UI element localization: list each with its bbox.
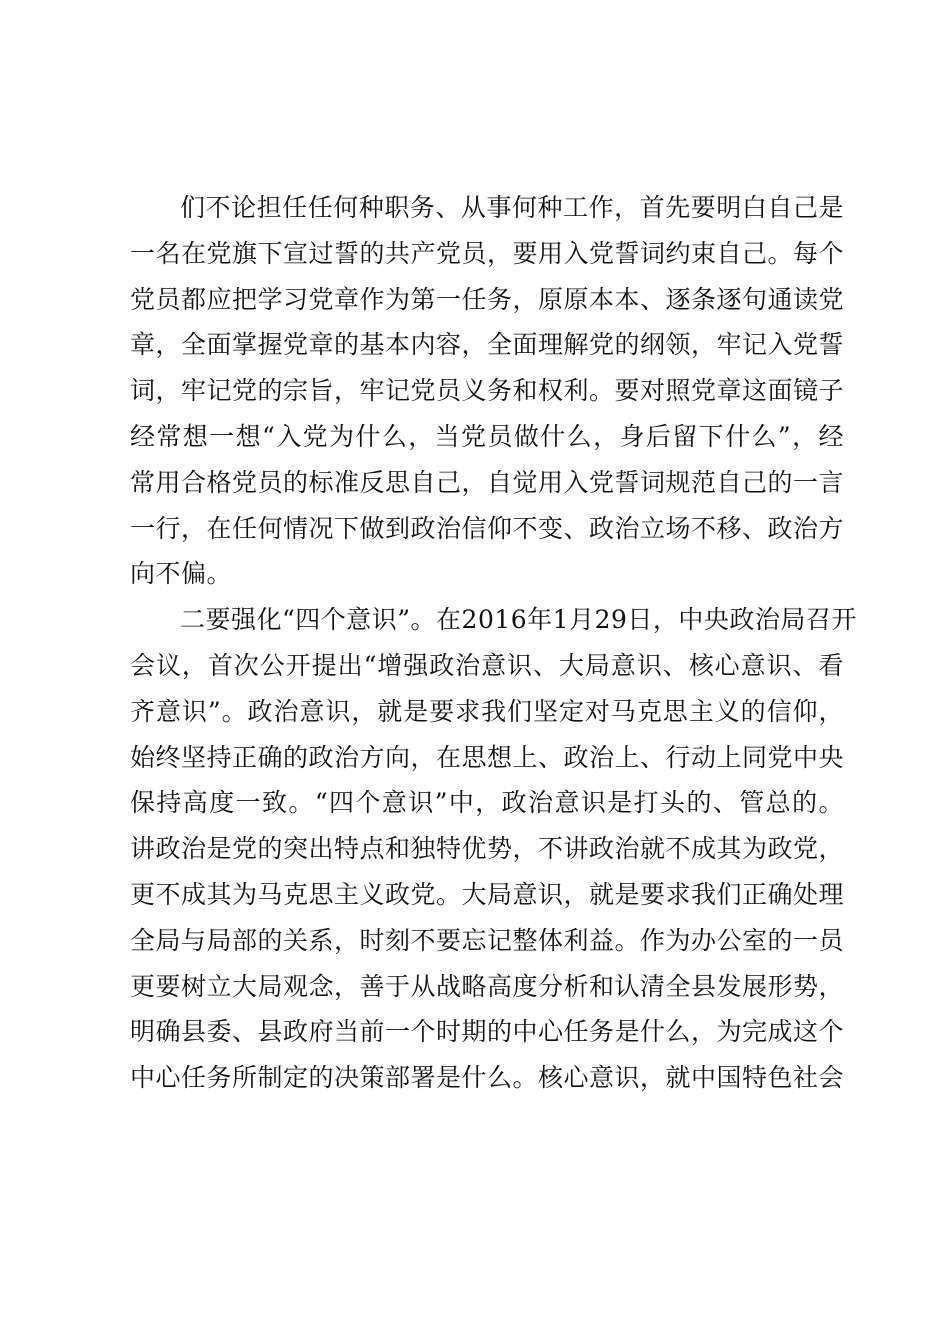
text-line: 二要强化“四个意识”。在2016年1月29日，中央政治局召开	[180, 605, 857, 635]
text-line: 更不成其为马克思主义政党。大局意识，就是要求我们正确处理	[130, 879, 845, 909]
text-line: 向不偏。	[130, 559, 233, 589]
text-line: 全局与局部的关系，时刻不要忘记整体利益。作为办公室的一员	[130, 925, 845, 955]
text-line: 明确县委、县政府当前一个时期的中心任务是什么，为完成这个	[130, 1017, 845, 1047]
text-line: 讲政治是党的突出特点和独特优势，不讲政治就不成其为政党，	[130, 834, 845, 864]
text-line: 常用合格党员的标准反思自己，自觉用入党誓词规范自己的一言	[130, 467, 845, 497]
text-line: 经常想一想“入党为什么，当党员做什么，身后留下什么”，经	[130, 421, 844, 451]
text-line: 会议，首次公开提出“增强政治意识、大局意识、核心意识、看	[130, 650, 844, 680]
text-line: 齐意识”。政治意识，就是要求我们坚定对马克思主义的信仰，	[130, 696, 844, 726]
text-line: 词，牢记党的宗旨，牢记党员义务和权利。要对照党章这面镜子	[130, 376, 845, 406]
text-line: 始终坚持正确的政治方向，在思想上、政治上、行动上同党中央	[130, 742, 845, 772]
paragraph-1	[130, 185, 844, 597]
text-line: 更要树立大局观念，善于从战略高度分析和认清全县发展形势，	[130, 971, 845, 1001]
text-line: 章，全面掌握党章的基本内容，全面理解党的纲领，牢记入党誓	[130, 330, 845, 360]
text-line: 党员都应把学习党章作为第一任务，原原本本、逐条逐句通读党	[130, 284, 845, 314]
text-line: 保持高度一致。“四个意识”中，政治意识是打头的、管总的。	[130, 788, 844, 818]
text-line: 们不论担任任何种职务、从事何种工作，首先要明白自己是	[180, 193, 844, 222]
paragraph-2	[130, 597, 857, 1101]
text-line: 一行，在任何情况下做到政治信仰不变、政治立场不移、政治方	[130, 513, 845, 543]
text-line: 中心任务所制定的决策部署是什么。核心意识，就中国特色社会	[130, 1063, 845, 1093]
body-text	[130, 185, 857, 1101]
text-line: 一名在党旗下宣过誓的共产党员，要用入党誓词约束自己。每个	[130, 238, 845, 268]
